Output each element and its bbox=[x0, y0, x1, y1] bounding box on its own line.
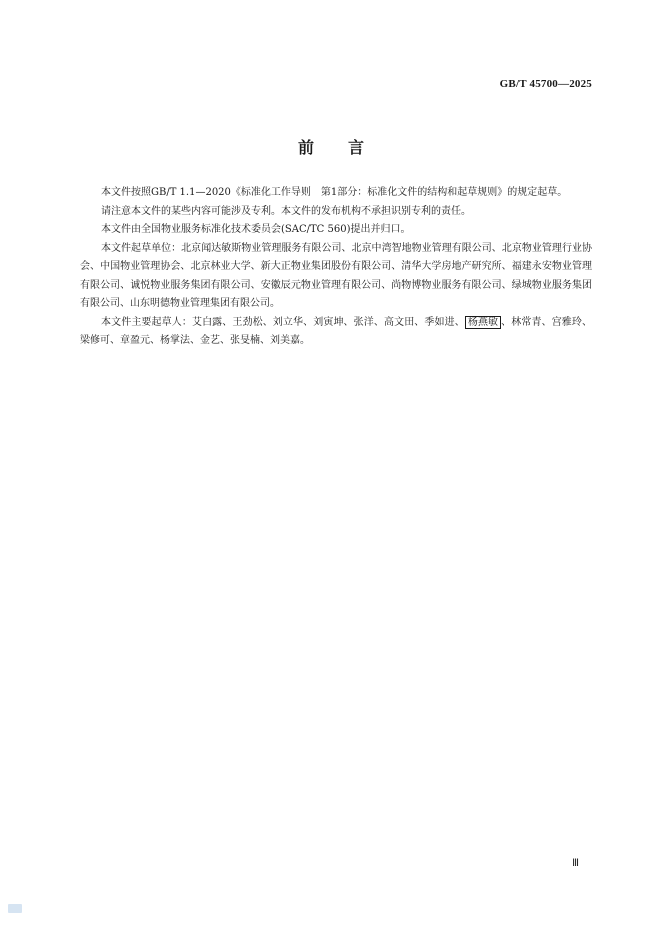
foreword-body bbox=[80, 184, 592, 351]
highlighted-drafter-name: 杨燕敏 bbox=[465, 316, 501, 329]
page-number: Ⅲ bbox=[572, 858, 579, 869]
document-code: GB/T 45700—2025 bbox=[499, 78, 592, 90]
drafters-before: 本文件主要起草人：艾白露、王劲松、刘立华、刘寅坤、张洋、高文田、季如进、 bbox=[101, 316, 465, 328]
title-part-1: 前 bbox=[297, 138, 314, 157]
title-part-2: 言 bbox=[348, 138, 365, 157]
paragraph-patent-notice: 请注意本文件的某些内容可能涉及专利。本文件的发布机构不承担识别专利的责任。 bbox=[101, 205, 471, 217]
paragraph-drafting-units: 本文件起草单位：北京闻达敏斯物业管理服务有限公司、北京中湾智地物业管理有限公司、北京物业管理行业协会、中国物业管理协会、北京林业大学、新大正物业集团股份有限公司、清华大学房地产研究所、福建永安物业管理有限公司、诚悦物业服务集团有限公司、安徽辰元物业管理有限公司、尚物博物业服务有限公司、绿城物业服务集团有限公司、山东明德物业管理集团有限公司。 bbox=[80, 242, 592, 309]
drafters-after: 、林常青、宫雅玲、梁修可、章盈元、杨掌法、金艺、张旻楠、刘美嘉。 bbox=[80, 316, 593, 346]
paragraph-proposer: 本文件由全国物业服务标准化技术委员会(SAC/TC 560)提出并归口。 bbox=[101, 224, 411, 235]
paragraph-drafting-basis: 本文件按照GB/T 1.1—2020《标准化工作导则 第1部分：标准化文件的结构和起草规则》的规定起草。 bbox=[101, 187, 568, 198]
paragraph-main-drafters bbox=[80, 314, 592, 351]
page-title bbox=[0, 135, 662, 158]
corner-logo-icon bbox=[8, 904, 22, 913]
